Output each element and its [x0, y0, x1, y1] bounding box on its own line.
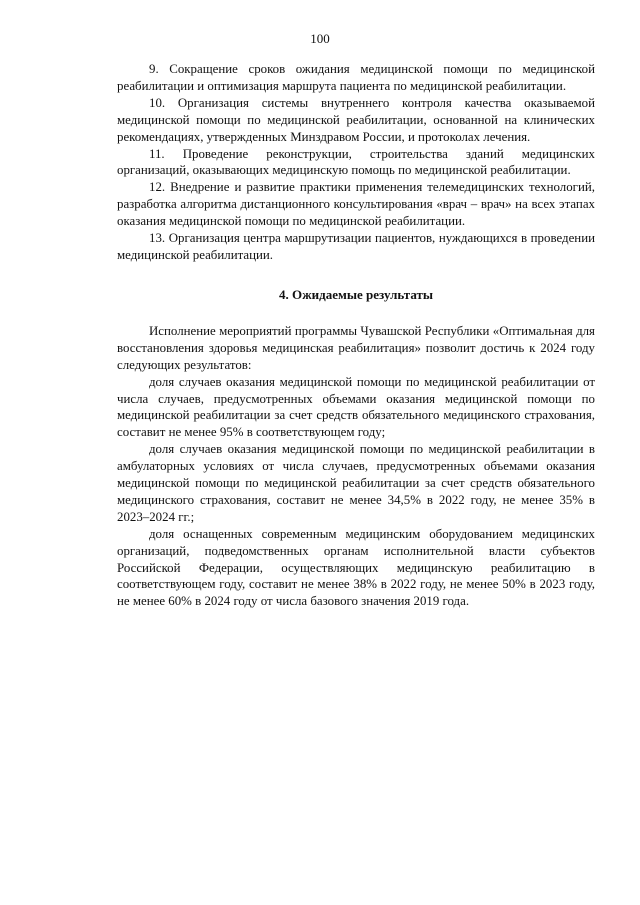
list-item-12: 12. Внедрение и развитие практики применения телемедицинских технологий, разработка алгоритма дистанционного консультирования «врач – врач» на всех этапах оказания медицинской помощи по медицинской реабилитации. [117, 180, 595, 229]
section-heading: 4. Ожидаемые результаты [278, 286, 434, 302]
result-item-1: доля случаев оказания медицинской помощи по медицинской реабилитации от числа случаев, предусмотренных объемами оказания медицинской помощи по медицинской реабилитации за счет средств обязательного медицинского страхования, составит не менее 95% в соответствующем году; [117, 374, 595, 440]
section-intro: Исполнение мероприятий программы Чувашской Республики «Оптимальная для восстановления здоровья медицинская реабилитация» позволит достичь к 2024 году следующих результатов: [117, 323, 595, 372]
list-item-13: 13. Организация центра маршрутизации пациентов, нуждающихся в проведении медицинской реабилитации. [117, 231, 595, 262]
result-item-3: доля оснащенных современным медицинским оборудованием медицинских организаций, подведомственных органам исполнительной власти субъектов Российской Федерации, осуществляющих медицинскую реабилитацию в соответствующем году, составит не менее 38% в 2022 году, не менее 50% в 2023 году, не менее 60% в 2024 году от числа базового значения 2019 года. [117, 526, 595, 609]
document-body [117, 61, 595, 610]
list-item-10: 10. Организация системы внутреннего контроля качества оказываемой медицинской помощи по медицинской реабилитации, основанной на клинических рекомендациях, утвержденных Минздравом России, и протоколах лечения. [117, 95, 595, 144]
page-number: 100 [310, 31, 330, 46]
list-item-11: 11. Проведение реконструкции, строительства зданий медицинских организаций, оказывающих медицинскую помощь по медицинской реабилитации. [117, 146, 595, 178]
result-item-2: доля случаев оказания медицинской помощи по медицинской реабилитации в амбулаторных условиях от числа случаев, предусмотренных объемами оказания медицинской помощи по медицинской реабилитации за счет средств обязательного медицинского страхования, составит не менее 34,5% в 2022 году, не менее 35% в 2023–2024 гг.; [117, 442, 595, 524]
list-item-9: 9. Сокращение сроков ожидания медицинской помощи по медицинской реабилитации и оптимизация маршрута пациента по медицинской реабилитации. [117, 62, 595, 93]
